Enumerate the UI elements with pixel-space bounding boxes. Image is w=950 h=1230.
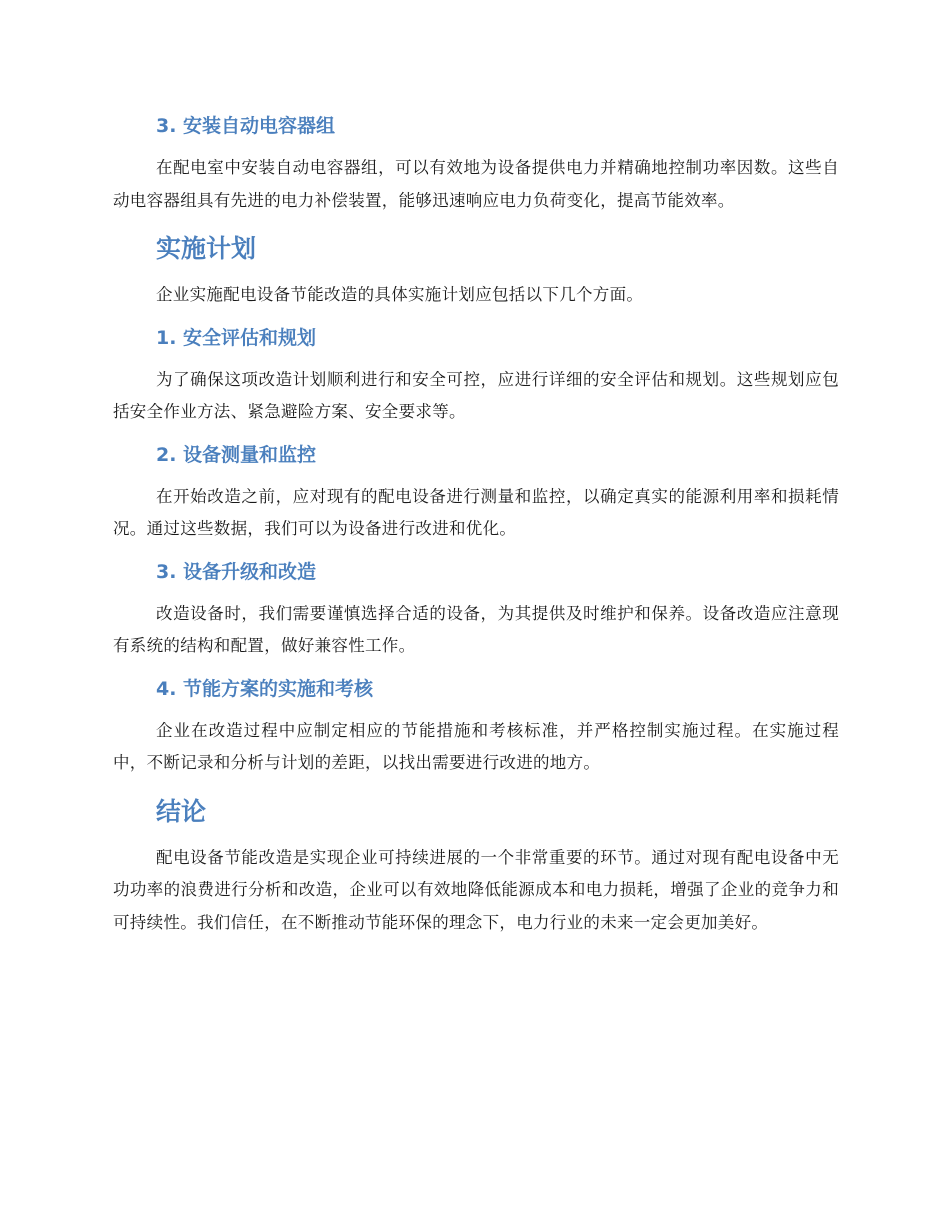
heading-equipment-monitoring: 2. 设备测量和监控 — [156, 443, 317, 466]
paragraph-energy-plan-assessment: 企业在改造过程中应制定相应的节能措施和考核标准，并严格控制实施过程。在实施过程中，不断记录和分析与计划的差距，以找出需要进行改进的地方。 — [113, 720, 839, 772]
paragraph-equipment-upgrade: 改造设备时，我们需要谨慎选择合适的设备，为其提供及时维护和保养。设备改造应注意现有系统的结构和配置，做好兼容性工作。 — [113, 603, 839, 655]
heading-equipment-upgrade: 3. 设备升级和改造 — [156, 560, 317, 583]
heading-install-capacitor-bank: 3. 安装自动电容器组 — [156, 115, 336, 137]
heading-safety-assessment: 1. 安全评估和规划 — [156, 326, 317, 349]
paragraph-equipment-monitoring: 在开始改造之前，应对现有的配电设备进行测量和监控，以确定真实的能源利用率和损耗情况。通过这些数据，我们可以为设备进行改进和优化。 — [113, 486, 839, 538]
document-body — [113, 108, 839, 939]
heading-conclusion: 结论 — [156, 796, 207, 826]
heading-implementation-plan: 实施计划 — [156, 234, 257, 263]
heading-energy-plan-assessment: 4. 节能方案的实施和考核 — [156, 677, 374, 700]
paragraph-safety-assessment: 为了确保这项改造计划顺利进行和安全可控，应进行详细的安全评估和规划。这些规划应包括安全作业方法、紧急避险方案、安全要求等。 — [113, 369, 839, 421]
paragraph-implementation-intro: 企业实施配电设备节能改造的具体实施计划应包括以下几个方面。 — [156, 285, 644, 304]
paragraph-conclusion: 配电设备节能改造是实现企业可持续进展的一个非常重要的环节。通过对现有配电设备中无功功率的浪费进行分析和改造，企业可以有效地降低能源成本和电力损耗，增强了企业的竞争力和可持续性。我们信任，在不断推动节能环保的理念下，电力行业的未来一定会更加美好。 — [113, 847, 839, 932]
paragraph-capacitor-bank: 在配电室中安装自动电容器组，可以有效地为设备提供电力并精确地控制功率因数。这些自动电容器组具有先进的电力补偿装置，能够迅速响应电力负荷变化，提高节能效率。 — [113, 158, 839, 210]
